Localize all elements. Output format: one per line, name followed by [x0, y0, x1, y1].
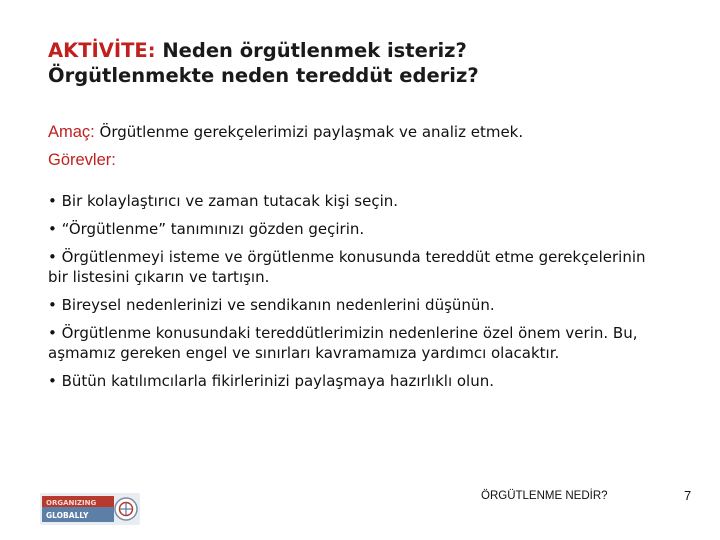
aim-text: Örgütlenme gerekçelerimizi paylaşmak ve analiz etmek.: [94, 123, 524, 141]
tasks-heading: [48, 150, 116, 170]
title-question-1: Neden örgütlenmek isteriz?: [155, 39, 467, 62]
task-item: • Bireysel nedenlerinizi ve sendikanın nedenlerini düşünün.: [48, 296, 495, 314]
logo-text-top: ORGANIZING: [46, 499, 97, 507]
logo-graphic: [40, 493, 140, 525]
task-item: • Örgütlenmeyi isteme ve örgütlenme konusunda tereddüt etme gerekçelerinin bir listesini çıkarın ve tartışın.: [48, 248, 646, 286]
task-item: • Bir kolaylaştırıcı ve zaman tutacak kişi seçin.: [48, 192, 399, 210]
slide-title: [48, 38, 688, 88]
title-line-2: Örgütlenmekte neden tereddüt ederiz?: [48, 64, 479, 87]
tasks-label: Görevler:: [48, 151, 116, 169]
footer-section-title: ÖRGÜTLENME NEDİR?: [481, 490, 608, 502]
page-number: 7: [684, 488, 692, 503]
title-line-1: [48, 38, 688, 63]
title-accent: AKTİVİTE:: [48, 39, 156, 62]
organizing-globally-logo: [40, 493, 140, 525]
aim-line: [48, 122, 688, 142]
aim-label: Amaç:: [48, 123, 95, 141]
task-list: [48, 191, 668, 399]
task-item: • Bütün katılımcılarla fikirlerinizi paylaşmaya hazırlıklı olun.: [48, 372, 495, 390]
task-item: • “Örgütlenme” tanımınızı gözden geçirin.: [48, 220, 365, 238]
task-item: • Örgütlenme konusundaki tereddütlerimizin nedenlerine özel önem verin. Bu, aşmamız gereken engel ve sınırları kavramamıza yardımcı olacaktır.: [48, 324, 638, 362]
logo-text-bottom: GLOBALLY: [46, 511, 89, 520]
